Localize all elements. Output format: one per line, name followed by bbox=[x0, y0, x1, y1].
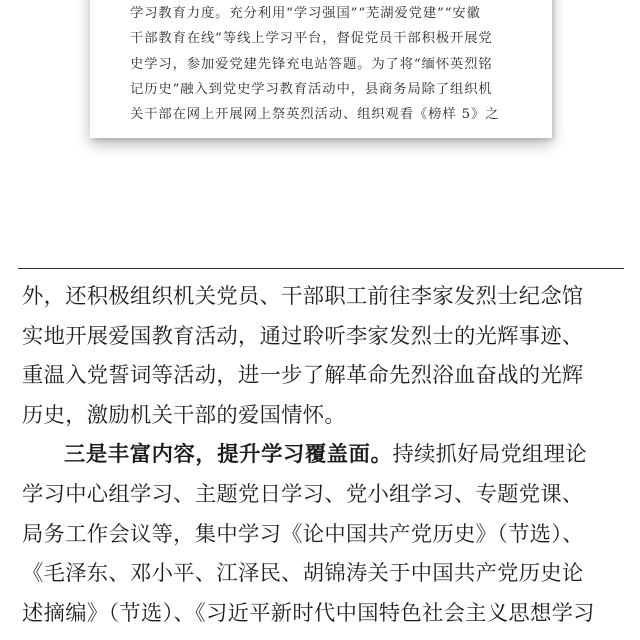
body-line: 历史，激励机关干部的爱国情怀。 bbox=[22, 402, 346, 428]
body-line: 外，还积极组织机关党员、干部职工前往李家发烈士纪念馆 bbox=[22, 284, 584, 309]
body-line: 实地开展爱国教育活动，通过聆听李家发烈士的光辉事迹、 bbox=[22, 323, 584, 349]
page-divider bbox=[18, 268, 624, 269]
body-line: 学习中心组学习、主题党日学习、党小组学习、专题党课、 bbox=[22, 481, 584, 507]
body-line: 述摘编》（节选）、《习近平新时代中国特色社会主义思想学习 bbox=[22, 600, 595, 626]
preview-paragraph bbox=[130, 0, 526, 127]
document-body bbox=[22, 277, 622, 633]
preview-line: 史学习，参加爱党建先锋充电站答题。为了将“缅怀英烈铭 bbox=[130, 56, 493, 72]
preview-line: 学习教育力度。充分利用“学习强国”“芜湖爱党建”“安徽 bbox=[130, 6, 481, 22]
body-line: 重温入党誓词等活动，进一步了解革命先烈浴血奋战的光辉 bbox=[22, 363, 584, 389]
preview-line: 关干部在网上开展网上祭英烈活动、组织观看《榜样 5》之 bbox=[130, 107, 500, 123]
body-line: 局务工作会议等，集中学习《论中国共产党历史》（节选）、 bbox=[22, 521, 584, 547]
body-line-lead bbox=[22, 435, 622, 475]
body-line: 《毛泽东、邓小平、江泽民、胡锦涛关于中国共产党历史论 bbox=[22, 561, 584, 587]
zoomed-preview-card bbox=[90, 0, 552, 138]
preview-line: 干部教育在线”等线上学习平台，督促党员干部积极开展党 bbox=[130, 31, 493, 47]
body-line-rest: 持续抓好局党组理论 bbox=[392, 442, 587, 468]
preview-line: 记历史”融入到党史学习教育活动中，县商务局除了组织机 bbox=[130, 81, 493, 97]
paragraph-lead-heading: 三是丰富内容，提升学习覆盖面。 bbox=[64, 442, 393, 468]
